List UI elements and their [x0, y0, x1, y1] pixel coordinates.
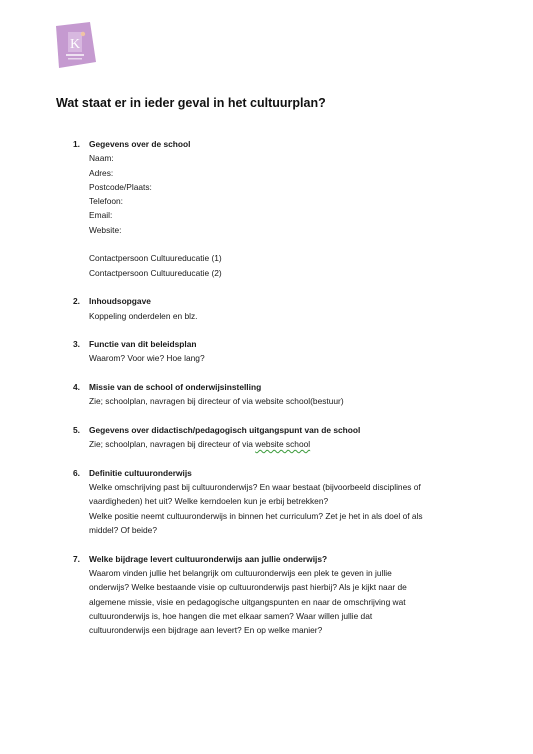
item-line	[89, 437, 473, 451]
item-title: Gegevens over didactisch/pedagogisch uitgangspunt van de school	[89, 424, 361, 435]
item-line: Waarom? Voor wie? Hoe lang?	[89, 353, 205, 364]
item-title: Missie van de school of onderwijsinstelling	[89, 382, 262, 393]
item-line: Welke omschrijving past bij cultuuronderwijs? En waar bestaat (bijvoorbeeld disciplines of	[89, 482, 421, 493]
item-number: 6.	[73, 467, 80, 478]
item-line: Contactpersoon Cultuureducatie (2)	[89, 267, 222, 278]
list-item	[73, 337, 473, 366]
item-line: Postcode/Plaats:	[89, 181, 152, 192]
list-item	[73, 294, 473, 323]
list-item	[73, 423, 473, 452]
item-number: 4.	[73, 382, 80, 393]
item-title: Inhoudsopgave	[89, 296, 151, 307]
item-line: Email:	[89, 210, 113, 221]
item-line: cultuuronderwijs een bijdrage aan levert? En op welke manier?	[89, 625, 323, 636]
list-item	[73, 466, 473, 537]
item-title: Functie van dit beleidsplan	[89, 339, 197, 350]
item-line-text: Zie; schoolplan, navragen bij directeur of via	[89, 439, 256, 450]
item-line: Adres:	[89, 167, 114, 178]
item-title: Welke bijdrage levert cultuuronderwijs aan jullie onderwijs?	[89, 553, 328, 564]
item-number: 3.	[73, 339, 80, 350]
page-title: Wat staat er in ieder geval in het cultuurplan?	[56, 96, 326, 110]
item-title: Gegevens over de school	[89, 139, 191, 149]
item-number: 2.	[73, 296, 80, 307]
item-line: Telefoon:	[89, 196, 123, 207]
logo	[56, 22, 96, 68]
item-line: algemene missie, visie en pedagogische uitgangspunten en naar de omschrijving wat	[89, 596, 406, 607]
plan-contents-list	[73, 137, 473, 637]
list-item	[73, 552, 473, 638]
logo-badge-icon	[56, 22, 96, 68]
item-number: 7.	[73, 553, 80, 564]
logo-letter: K	[70, 37, 81, 52]
item-line: Welke positie neemt cultuuronderwijs in binnen het curriculum? Zet je het in als doel of als	[89, 510, 423, 521]
list-item	[73, 380, 473, 409]
item-line: onderwijs? Welke bestaande visie op cultuuronderwijs past hierbij? Als je kijkt naar de	[89, 582, 407, 593]
item-line: middel? Of beide?	[89, 525, 157, 536]
item-line: Naam:	[89, 153, 114, 164]
item-line: Koppeling onderdelen en blz.	[89, 310, 198, 321]
item-line: Zie; schoolplan, navragen bij directeur of via website school(bestuur)	[89, 396, 344, 407]
item-line: Website:	[89, 224, 122, 235]
item-number: 1.	[73, 139, 80, 149]
website-school-link[interactable]: website school	[255, 439, 311, 450]
item-line: vaardigheden) het uit? Welke kerndoelen kun je erbij betrekken?	[89, 496, 329, 507]
item-number: 5.	[73, 424, 80, 435]
item-title: Definitie cultuuronderwijs	[89, 467, 192, 478]
item-line: cultuuronderwijs is, hoe hangen die met elkaar samen? Waar willen jullie dat	[89, 610, 373, 621]
list-item	[73, 137, 473, 280]
item-line: Contactpersoon Cultuureducatie (1)	[89, 253, 222, 264]
item-line: Waarom vinden jullie het belangrijk om cultuuronderwijs een plek te geven in jullie	[89, 567, 392, 578]
